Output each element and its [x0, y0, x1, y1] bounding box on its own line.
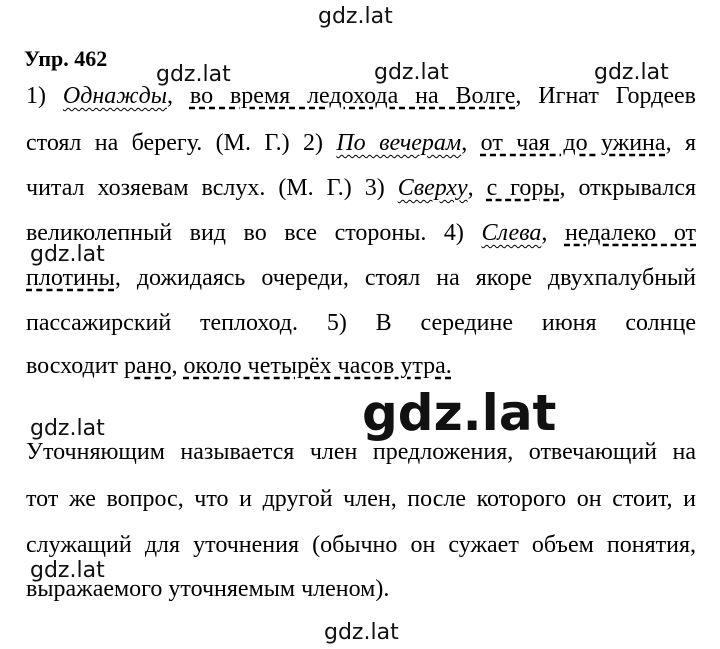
- watermark-left-bottom: gdz.lat: [30, 558, 105, 583]
- text: , открывался: [559, 175, 697, 201]
- text: пассажирский теплоход. 5) В середине июня солнце: [26, 310, 696, 336]
- adverbial-main: По вечерам: [336, 130, 462, 156]
- adverbial-clarifying: во время ледохода на Волге: [189, 83, 516, 109]
- text: , Игнат Гордеев: [515, 83, 697, 109]
- adverbial-clarifying: недалеко от: [564, 220, 697, 246]
- exercise-line-3: [26, 176, 696, 200]
- definition-line-2: тот же вопрос, что и другой член, после которого он стоит, и: [26, 486, 696, 512]
- adverbial-clarifying: с горы: [486, 175, 560, 201]
- definition-line-3: служащий для уточнения (обычно он сужает объем понятия,: [26, 532, 696, 558]
- text: читал хозяевам вслух. (М. Г.) 3): [26, 175, 398, 201]
- exercise-heading: Упр. 462: [24, 46, 108, 71]
- adverbial-main: Сверху: [397, 175, 468, 201]
- adverbial-clarifying: плотины: [26, 265, 115, 291]
- watermark-left-mid: gdz.lat: [30, 242, 105, 267]
- definition-line-1: Уточняющим называется член предложения, отвечающий на: [26, 439, 696, 465]
- exercise-line-7: [26, 354, 696, 378]
- watermark-row1-c: gdz.lat: [594, 60, 669, 85]
- text: стоял на берегу. (М. Г.) 2): [26, 130, 337, 156]
- comma: ,: [467, 175, 487, 201]
- text: великолепный вид во все стороны. 4): [26, 220, 482, 246]
- watermark-top: gdz.lat: [318, 4, 393, 29]
- adverbial-main: рано: [124, 353, 172, 379]
- sentence-number: 1): [26, 83, 63, 109]
- exercise-line-6: [26, 311, 696, 335]
- adverbial-clarifying: около четырёх часов утра.: [183, 353, 452, 379]
- adverbial-main: Слева: [481, 220, 542, 246]
- exercise-line-4: [26, 221, 696, 245]
- comma: ,: [167, 83, 190, 109]
- adverbial-clarifying: от чая до ужина: [480, 130, 666, 156]
- exercise-line-2: [26, 131, 696, 155]
- exercise-line-1: [26, 84, 696, 108]
- text: восходит: [26, 353, 125, 379]
- text: , дожидаясь очереди, стоял на якоре двухпалубный: [114, 265, 696, 291]
- comma: ,: [461, 130, 481, 156]
- comma: ,: [171, 353, 184, 379]
- definition-line-4: выражаемого уточняемым членом).: [26, 576, 390, 602]
- watermark-row1-a: gdz.lat: [156, 62, 231, 87]
- comma: ,: [541, 220, 565, 246]
- watermark-bottom: gdz.lat: [324, 620, 399, 645]
- watermark-row1-b: gdz.lat: [374, 60, 449, 85]
- exercise-line-5: [26, 266, 696, 290]
- text: , я: [665, 130, 696, 156]
- adverbial-main: Однажды: [62, 83, 167, 109]
- watermark-big-center: gdz.lat: [362, 384, 557, 442]
- watermark-left-low: gdz.lat: [30, 416, 105, 441]
